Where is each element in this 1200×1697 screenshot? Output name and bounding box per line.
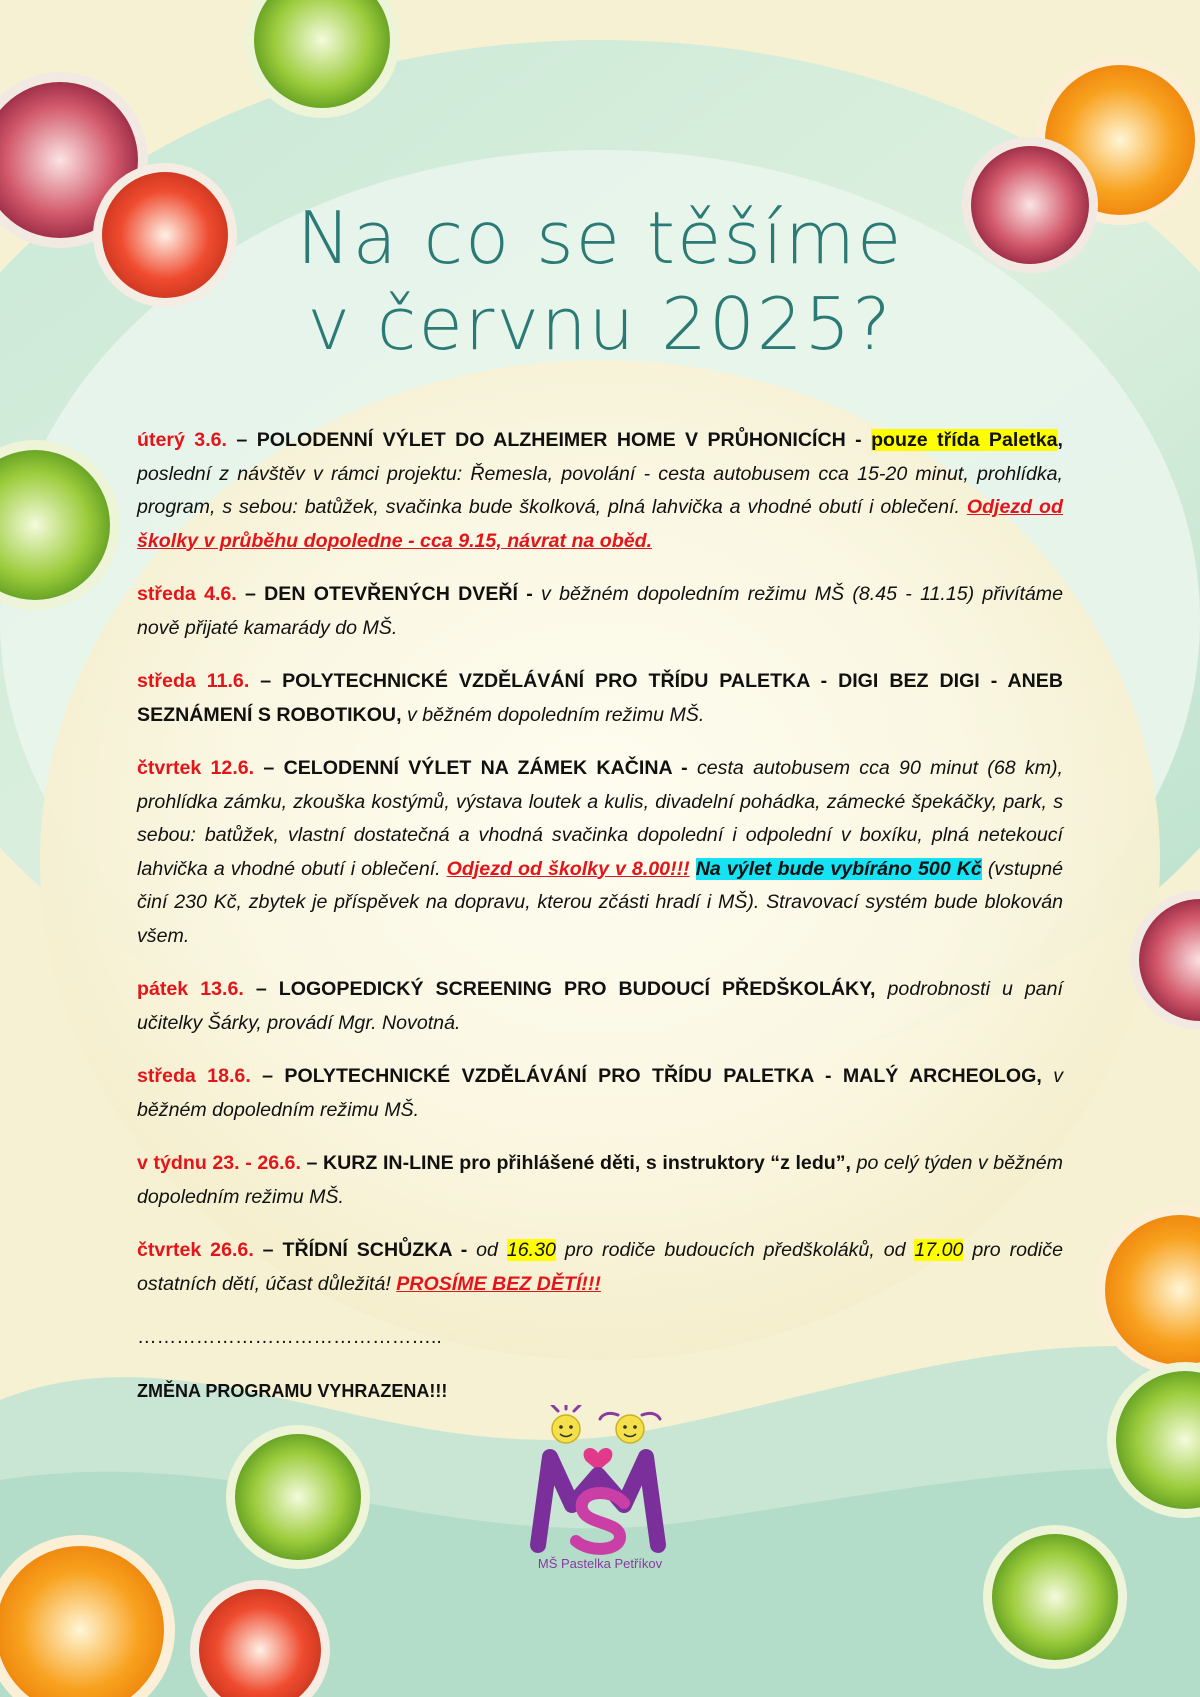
school-logo	[520, 1405, 680, 1555]
time-highlight: 17.00	[914, 1239, 964, 1261]
fee-highlight: Na výlet bude vybíráno 500 Kč	[695, 857, 982, 880]
time-highlight: 16.30	[506, 1239, 556, 1261]
event-item	[137, 1234, 1063, 1301]
event-heading: – KURZ IN-LINE pro přihlášené děti, s instruktory “z ledu”,	[300, 1152, 852, 1174]
event-date: úterý 3.6.	[137, 429, 227, 451]
event-item	[137, 1060, 1063, 1127]
event-description: poslední z návštěv v rámci projektu: Řemesla, povolání - cesta autobusem cca 15-20 minut, prohlídka, program, s sebou: batůžek, svačinka bude školková, plná lahvička a vhodné obutí i oblečení.	[137, 462, 1063, 518]
event-list	[137, 424, 1063, 1408]
event-date: čtvrtek 12.6.	[137, 757, 255, 779]
event-date: čtvrtek 26.6.	[137, 1239, 254, 1261]
event-item	[137, 752, 1063, 953]
event-description: v běžném dopoledním režimu MŠ.	[401, 703, 705, 726]
event-item	[137, 1147, 1063, 1214]
event-highlight: pouze třída Paletka	[871, 429, 1058, 451]
page-title	[0, 195, 1200, 367]
event-warning: Odjezd od školky v průběhu dopoledne - cca 9.15, návrat na oběd.	[137, 496, 1063, 552]
event-heading: – LOGOPEDICKÝ SCREENING PRO BUDOUCÍ PŘEDŠKOLÁKY,	[243, 978, 876, 1000]
logo-caption: MŠ Pastelka Petříkov	[537, 1556, 663, 1571]
title-line-2: v červnu 2025?	[307, 282, 893, 366]
event-description-2: (vstupné činí 230 Kč, zbytek je příspěvek na dopravu, kterou zčásti hradí i MŠ). Stravovací systém bude blokován všem.	[137, 857, 1063, 947]
event-description: v běžném dopoledním režimu MŠ.	[137, 1065, 1063, 1121]
event-heading: – CELODENNÍ VÝLET NA ZÁMEK KAČINA -	[254, 757, 697, 779]
event-description: v běžném dopoledním režimu MŠ (8.45 - 11.15) přivítáme nově přijaté kamarády do MŠ.	[137, 583, 1064, 639]
event-heading: – DEN OTEVŘENÝCH DVEŘÍ -	[236, 583, 542, 605]
event-description: od	[476, 1239, 507, 1261]
title-line-1: Na co se těšíme	[296, 196, 904, 280]
event-description: podrobnosti u paní učitelky Šárky, provádí Mgr. Novotná.	[137, 978, 1063, 1034]
event-heading: – POLYTECHNICKÉ VZDĚLÁVÁNÍ PRO TŘÍDU PALETKA - DIGI BEZ DIGI - ANEB SEZNÁMENÍ S ROBOTIKOU,	[137, 670, 1063, 726]
event-item	[137, 578, 1063, 645]
event-description: cesta autobusem cca 90 minut (68 km), prohlídka zámku, zkouška kostýmů, výstava loutek a kulis, divadelní pohádka, zámecké špekáčky, park, s sebou: batůžek, vlastní dostatečná a vhodná svačinka dopolední i odpolední v boxíku, plná netekoucí lahvička a vhodné obutí i oblečení.	[137, 757, 1063, 880]
event-date: středa 4.6.	[137, 583, 237, 605]
event-date: pátek 13.6.	[137, 978, 244, 1000]
event-item	[137, 973, 1063, 1040]
lime-slice-bottom-right	[983, 1525, 1127, 1669]
program-notice: ZMĚNA PROGRAMU VYHRAZENA!!!	[137, 1380, 448, 1401]
event-date: v týdnu 23. - 26.6.	[137, 1152, 301, 1174]
event-description: pro rodiče ostatních dětí, účast důležitá!	[137, 1239, 1063, 1295]
event-date: středa 11.6.	[137, 670, 250, 692]
event-item	[137, 424, 1063, 558]
event-item	[137, 665, 1063, 732]
event-punctuation: ,	[1057, 429, 1063, 451]
event-heading: – POLYTECHNICKÉ VZDĚLÁVÁNÍ PRO TŘÍDU PALETKA - MALÝ ARCHEOLOG,	[250, 1065, 1042, 1087]
lime-slice-bottom-center	[226, 1425, 370, 1569]
event-description: po celý týden v běžném dopoledním režimu MŠ.	[137, 1152, 1064, 1208]
event-warning: Odjezd od školky v 8.00!!!	[446, 857, 690, 880]
event-heading: – TŘÍDNÍ SCHŮZKA -	[253, 1239, 477, 1261]
separator-line: ………………………………………..	[137, 1326, 442, 1348]
event-warning: PROSÍME BEZ DĚTÍ!!!	[396, 1272, 601, 1295]
event-description: pro rodiče budoucích předškoláků, od	[555, 1239, 915, 1261]
event-heading: – POLODENNÍ VÝLET DO ALZHEIMER HOME V PRŮHONICÍCH -	[227, 429, 872, 451]
event-date: středa 18.6.	[137, 1065, 251, 1087]
